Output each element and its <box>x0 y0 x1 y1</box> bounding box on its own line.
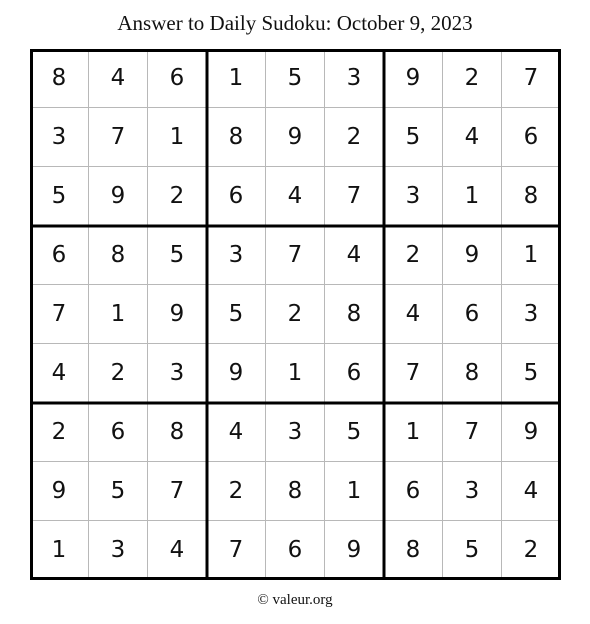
sudoku-cell: 2 <box>148 167 207 226</box>
sudoku-cell: 1 <box>443 167 502 226</box>
sudoku-cell: 9 <box>443 226 502 285</box>
sudoku-cell: 3 <box>502 285 561 344</box>
sudoku-cell: 7 <box>384 344 443 403</box>
sudoku-cell: 9 <box>207 344 266 403</box>
sudoku-cell: 9 <box>384 49 443 108</box>
sudoku-cell: 2 <box>384 226 443 285</box>
sudoku-cell: 7 <box>502 49 561 108</box>
sudoku-cell: 7 <box>89 108 148 167</box>
sudoku-cell: 2 <box>325 108 384 167</box>
sudoku-cell: 8 <box>384 521 443 580</box>
sudoku-cell: 2 <box>266 285 325 344</box>
sudoku-cell: 1 <box>148 108 207 167</box>
sudoku-cell: 1 <box>207 49 266 108</box>
sudoku-cell: 6 <box>325 344 384 403</box>
sudoku-cell: 6 <box>207 167 266 226</box>
sudoku-cell: 4 <box>325 226 384 285</box>
sudoku-cell: 9 <box>30 462 89 521</box>
sudoku-cell: 8 <box>266 462 325 521</box>
sudoku-cell: 9 <box>148 285 207 344</box>
sudoku-cell: 5 <box>443 521 502 580</box>
sudoku-cell: 2 <box>89 344 148 403</box>
sudoku-cell: 3 <box>443 462 502 521</box>
sudoku-cell: 1 <box>384 403 443 462</box>
sudoku-cell: 4 <box>148 521 207 580</box>
sudoku-cell: 7 <box>148 462 207 521</box>
sudoku-cell: 9 <box>502 403 561 462</box>
sudoku-cell: 3 <box>384 167 443 226</box>
sudoku-cell: 3 <box>266 403 325 462</box>
sudoku-cell: 1 <box>266 344 325 403</box>
sudoku-cell: 5 <box>89 462 148 521</box>
sudoku-cell: 8 <box>207 108 266 167</box>
sudoku-cell: 3 <box>325 49 384 108</box>
sudoku-cell: 9 <box>266 108 325 167</box>
sudoku-cell: 8 <box>89 226 148 285</box>
sudoku-cell: 6 <box>443 285 502 344</box>
copyright-footer: © valeur.org <box>257 592 333 608</box>
sudoku-cell: 2 <box>30 403 89 462</box>
sudoku-cell: 4 <box>30 344 89 403</box>
sudoku-cell: 1 <box>325 462 384 521</box>
sudoku-cell: 9 <box>325 521 384 580</box>
sudoku-cell: 5 <box>325 403 384 462</box>
sudoku-cell: 7 <box>207 521 266 580</box>
sudoku-cell: 8 <box>325 285 384 344</box>
sudoku-cell: 8 <box>443 344 502 403</box>
sudoku-cell: 4 <box>266 167 325 226</box>
sudoku-cell: 7 <box>443 403 502 462</box>
sudoku-cell: 3 <box>148 344 207 403</box>
sudoku-cell: 5 <box>502 344 561 403</box>
sudoku-cell: 4 <box>443 108 502 167</box>
sudoku-grid <box>30 49 561 580</box>
sudoku-cell: 9 <box>89 167 148 226</box>
sudoku-cell: 4 <box>502 462 561 521</box>
sudoku-cell: 4 <box>207 403 266 462</box>
sudoku-cell: 8 <box>148 403 207 462</box>
page-title: Answer to Daily Sudoku: October 9, 2023 <box>117 11 473 35</box>
sudoku-cell: 5 <box>384 108 443 167</box>
sudoku-cell: 4 <box>89 49 148 108</box>
sudoku-cell: 6 <box>266 521 325 580</box>
sudoku-cell: 5 <box>266 49 325 108</box>
sudoku-cell: 6 <box>148 49 207 108</box>
sudoku-cell: 3 <box>89 521 148 580</box>
sudoku-cell: 1 <box>502 226 561 285</box>
sudoku-cell: 5 <box>30 167 89 226</box>
sudoku-cell: 3 <box>207 226 266 285</box>
sudoku-cell: 7 <box>325 167 384 226</box>
sudoku-cell: 1 <box>89 285 148 344</box>
sudoku-cell: 3 <box>30 108 89 167</box>
sudoku-cell: 7 <box>266 226 325 285</box>
sudoku-cell: 1 <box>30 521 89 580</box>
sudoku-cell: 2 <box>207 462 266 521</box>
sudoku-cell: 2 <box>443 49 502 108</box>
sudoku-cell: 7 <box>30 285 89 344</box>
sudoku-cell: 6 <box>502 108 561 167</box>
sudoku-cell: 2 <box>502 521 561 580</box>
sudoku-cell: 5 <box>148 226 207 285</box>
sudoku-cell: 8 <box>502 167 561 226</box>
sudoku-cell: 8 <box>30 49 89 108</box>
sudoku-cell: 6 <box>384 462 443 521</box>
sudoku-cell: 6 <box>89 403 148 462</box>
sudoku-cell: 5 <box>207 285 266 344</box>
sudoku-cell: 6 <box>30 226 89 285</box>
sudoku-cell: 4 <box>384 285 443 344</box>
